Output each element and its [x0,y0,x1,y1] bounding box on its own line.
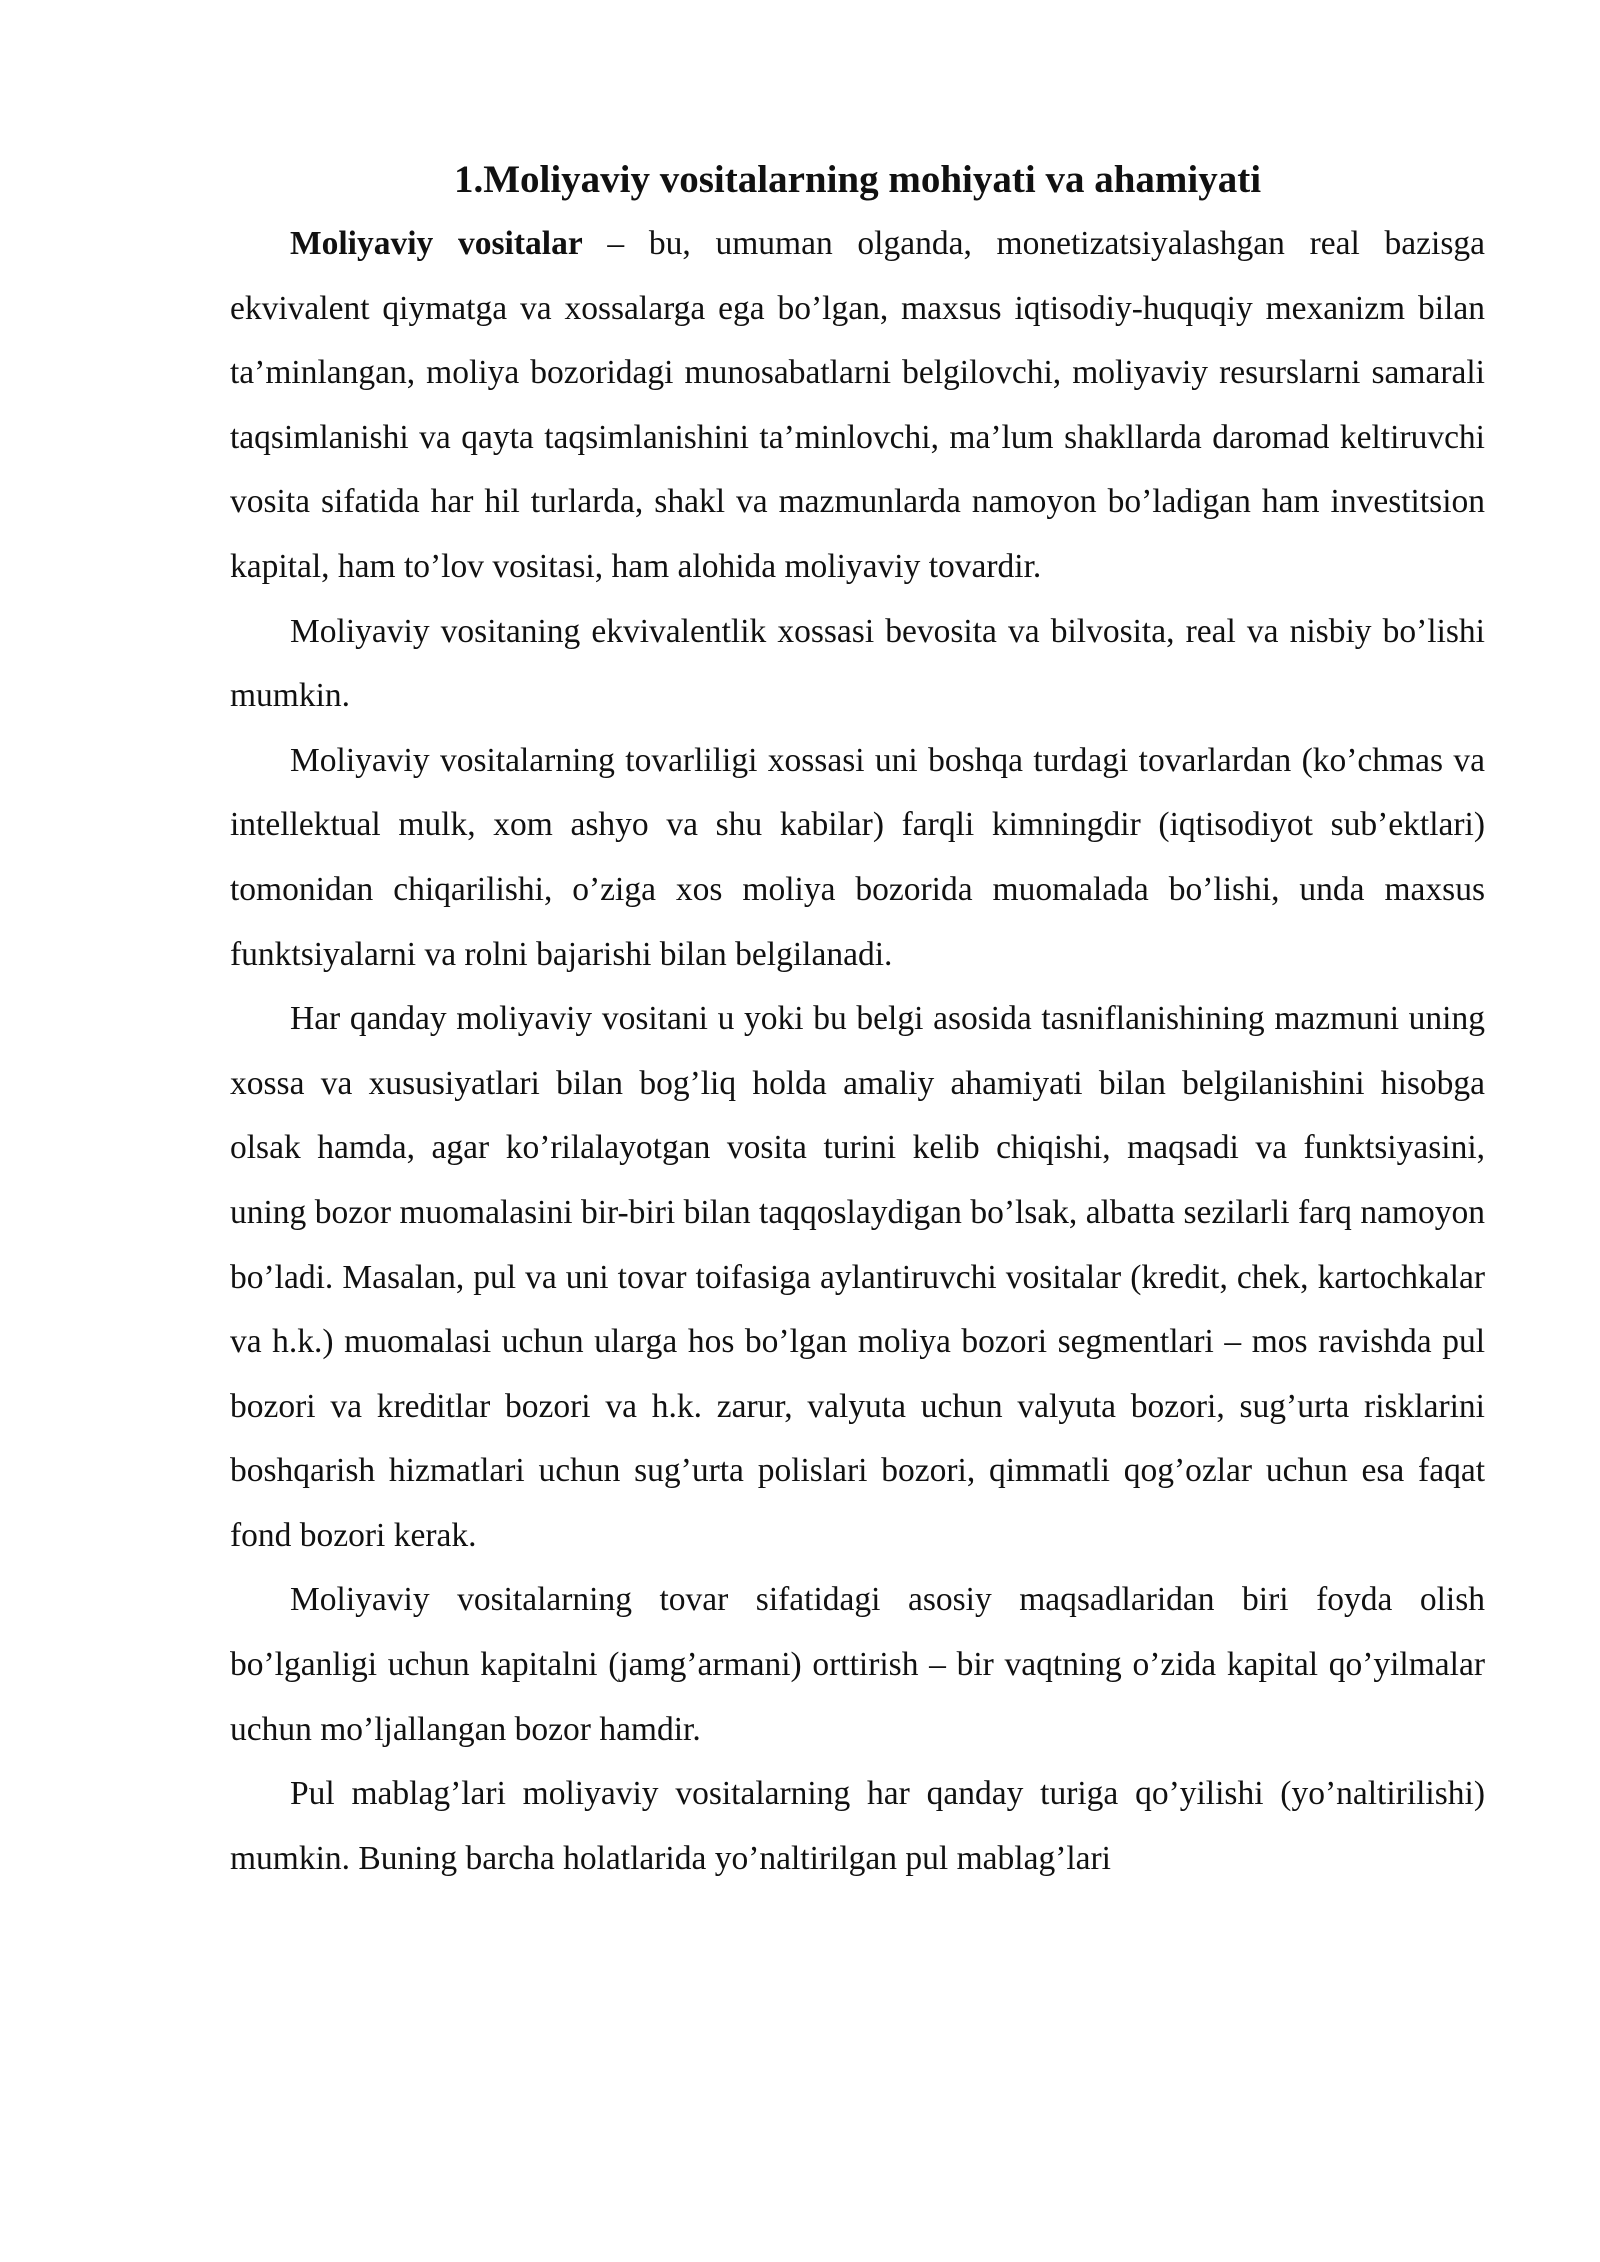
paragraph-classification: Har qanday moliyaviy vositani u yoki bu belgi asosida tasniflanishining mazmuni uning xossa va xususiyatlari bilan bog’liq holda amaliy ahamiyati bilan belgilanishini hisobga olsak hamda, agar ko’rilalayotgan vosita turini kelib chiqishi, maqsadi va funktsiyasini, uning bozor muomalasini bir-biri bilan taqqoslaydigan bo’lsak, albatta sezilarli farq namoyon bo’ladi. Masalan, pul va uni tovar toifasiga aylantiruvchi vositalar (kredit, chek, kartochkalar va h.k.) muomalasi uchun ularga hos bo’lgan moliya bozori segmentlari – mos ravishda pul bozori va kreditlar bozori va h.k. zarur, valyuta uchun valyuta bozori, sug’urta risklarini boshqarish hizmatlari uchun sug’urta polislari bozori, qimmatli qog’ozlar uchun esa faqat fond bozori kerak. [230,1000,1485,1554]
paragraph-definition [230,212,1485,600]
document-page [230,148,1485,1891]
paragraph-equivalence: Moliyaviy vositaning ekvivalentlik xossasi bevosita va bilvosita, real va nisbiy bo’lishi mumkin. [230,612,1485,715]
definition-text: – bu, umuman olganda, monetizatsiyalashgan real bazisga ekvivalent qiymatga va xossalarga ega bo’lgan, maxsus iqtisodiy-huquqiy mexanizm bilan ta’minlangan, moliya bozoridagi munosabatlarni belgilovchi, moliyaviy resurslarni samarali taqsimlanishi va qayta taqsimlanishini ta’minlovchi, ma’lum shakllarda daromad keltiruvchi vosita sifatida har hil turlarda, shakl va mazmunlarda namoyon bo’ladigan ham investitsion kapital, ham to’lov vositasi, ham alohida moliyaviy tovardir. [230,225,1486,585]
paragraph-commodity: Moliyaviy vositalarning tovarliligi xossasi uni boshqa turdagi tovarlardan (ko’chmas va intellektual mulk, xom ashyo va shu kabilar) farqli kimningdir (iqtisodiyot sub’ektlari) tomonidan chiqarilishi, o’ziga xos moliya bozorida muomalada bo’lishi, unda maxsus funktsiyalarni va rolni bajarishi bilan belgilanadi. [230,741,1485,973]
paragraph-purpose: Moliyaviy vositalarning tovar sifatidagi asosiy maqsadlaridan biri foyda olish bo’lganligi uchun kapitalni (jamg’armani) orttirish – bir vaqtning o’zida kapital qo’yilmalar uchun mo’ljallangan bozor hamdir. [230,1581,1485,1748]
section-title: 1.Moliyaviy vositalarning mohiyati va ahamiyati [453,158,1262,201]
paragraph-funds: Pul mablag’lari moliyaviy vositalarning har qanday turiga qo’yilishi (yo’naltirilishi) mumkin. Buning barcha holatlarida yo’naltirilgan pul mablag’lari [230,1775,1485,1877]
defined-term: Moliyaviy vositalar [290,225,583,262]
